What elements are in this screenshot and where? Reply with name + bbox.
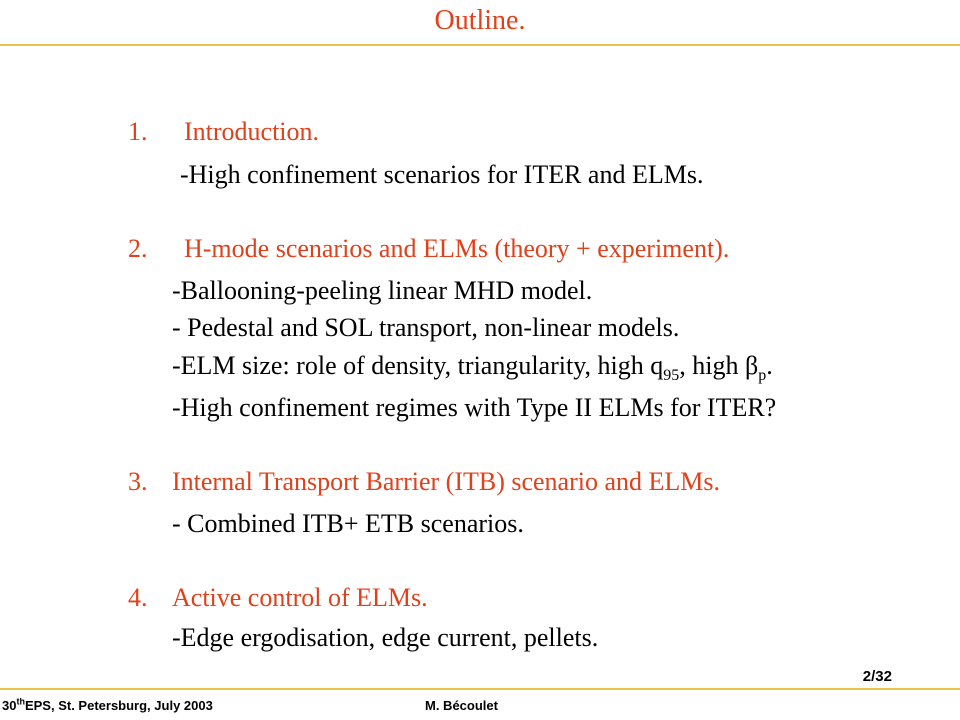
conference-sup: th (16, 696, 25, 707)
section-2-item-1: -Ballooning-peeling linear MHD model. (172, 276, 593, 305)
conference-rest: EPS, St. Petersburg, July 2003 (24, 698, 213, 713)
page-number: 2/32 (862, 668, 892, 685)
beta-symbol: β (744, 351, 759, 380)
section-3-title: Internal Transport Barrier (ITB) scenario and ELMs. (172, 467, 721, 496)
elm-size-middle: , high (679, 351, 745, 380)
section-2-item-4: -High confinement regimes with Type II ELMs for ITER? (172, 393, 777, 422)
q-subscript: 95 (663, 367, 680, 385)
beta-subscript: p (758, 367, 767, 385)
footer-author: M. Bécoulet (425, 698, 498, 713)
section-3-item-1: - Combined ITB+ ETB scenarios. (172, 509, 524, 538)
section-3-number: 3. (128, 467, 148, 496)
elm-size-prefix: -ELM size: role of density, triangularity, high q (172, 351, 664, 380)
section-4-heading (128, 583, 428, 613)
top-divider (0, 44, 960, 46)
section-2-item-2: - Pedestal and SOL transport, non-linear models. (172, 313, 680, 342)
section-1-heading (128, 117, 320, 147)
section-2-item-3 (172, 351, 773, 385)
bottom-divider (0, 688, 960, 690)
section-4-item-1: -Edge ergodisation, edge current, pellets. (172, 623, 599, 652)
section-1-number: 1. (128, 117, 148, 146)
section-2-heading (128, 234, 730, 264)
section-1-title: Introduction. (184, 117, 320, 146)
section-2-number: 2. (128, 234, 148, 263)
section-2-title: H-mode scenarios and ELMs (theory + experiment). (184, 234, 730, 263)
footer-conference (2, 698, 213, 713)
section-4-number: 4. (128, 583, 148, 612)
slide-title: Outline. (434, 5, 526, 36)
section-4-title: Active control of ELMs. (172, 583, 428, 612)
conference-prefix: 30 (2, 698, 17, 713)
section-3-heading (128, 467, 721, 497)
section-1-item-1: -High confinement scenarios for ITER and ELMs. (180, 160, 704, 189)
elm-size-suffix: . (766, 351, 773, 380)
